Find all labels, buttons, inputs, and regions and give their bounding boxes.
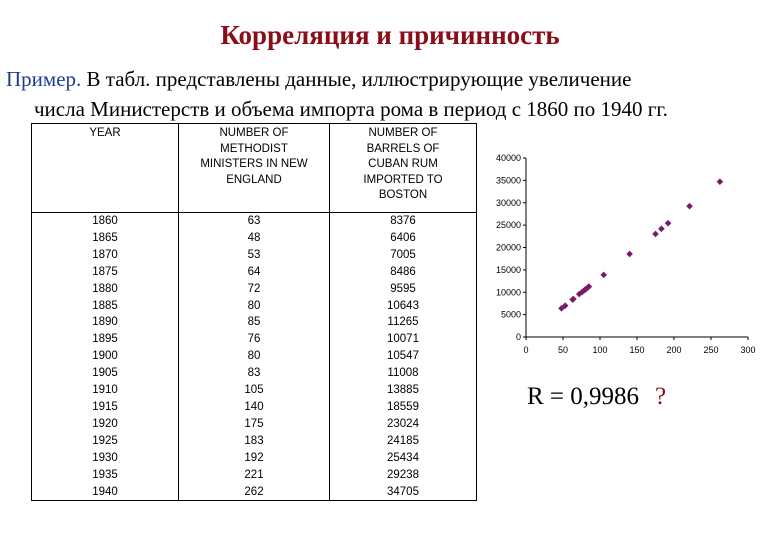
data-table (31, 123, 477, 501)
ministers-cell: 48 (247, 231, 261, 244)
barrels-cell: 8486 (390, 265, 416, 278)
barrels-cell: 24185 (387, 434, 419, 447)
year-cell: 1875 (92, 265, 118, 278)
header-ministers-line: METHODIST (220, 142, 288, 155)
scatter-point (570, 296, 577, 303)
header-ministers (179, 124, 330, 213)
x-tick-label: 50 (557, 345, 569, 355)
year-cell: 1920 (92, 417, 118, 430)
year-cell: 1905 (92, 367, 118, 380)
x-tick-label: 150 (629, 345, 645, 355)
header-ministers-line: MINISTERS IN NEW (200, 158, 308, 170)
y-tick-label: 10000 (495, 287, 521, 298)
intro-line-1: В табл. представлены данные, иллюстрирующие увеличение (81, 67, 632, 91)
intro-line-2: числа Министерств и объема импорта рома в период с 1860 по 1940 гг. (34, 97, 668, 121)
scatter-point (686, 203, 693, 210)
intro-text (6, 64, 776, 124)
year-cell: 1860 (92, 215, 118, 227)
year-cell: 1885 (92, 299, 118, 312)
year-cell: 1925 (92, 434, 118, 447)
header-barrels-line: NUMBER OF (368, 127, 438, 139)
ministers-cell: 80 (247, 350, 261, 363)
correlation-coefficient (527, 383, 666, 411)
barrels-cell: 10547 (387, 350, 419, 363)
header-barrels-line: BOSTON (378, 189, 428, 201)
header-barrels-line: BARRELS OF (366, 142, 440, 155)
ministers-cell: 80 (247, 299, 261, 312)
years-column (32, 213, 179, 501)
year-cell: 1880 (92, 282, 118, 295)
header-ministers-line: ENGLAND (226, 173, 282, 186)
barrels-cell: 7005 (390, 248, 416, 261)
barrels-cell: 25434 (387, 451, 419, 464)
barrels-cell: 10071 (387, 333, 419, 346)
ministers-cell: 105 (244, 384, 264, 397)
scatter-point (658, 225, 665, 232)
barrels-column (330, 213, 477, 501)
barrels-cell: 18559 (387, 400, 419, 413)
ministers-cell: 85 (247, 316, 261, 329)
x-tick-label: 200 (666, 345, 682, 355)
table-data-row (32, 213, 477, 501)
year-cell: 1910 (92, 384, 118, 397)
ministers-cell: 140 (244, 400, 264, 413)
ministers-cell: 183 (244, 434, 264, 447)
scatter-chart (484, 150, 760, 360)
y-tick-label: 40000 (495, 153, 521, 163)
ministers-cell: 72 (247, 282, 261, 295)
barrels-cell: 6406 (390, 231, 416, 244)
year-cell: 1895 (92, 333, 118, 346)
ministers-column (179, 213, 330, 501)
header-barrels-line: IMPORTED TO (363, 173, 443, 186)
y-tick-label: 5000 (500, 309, 521, 320)
intro-prefix: Пример. (6, 67, 82, 91)
year-cell: 1930 (92, 451, 118, 464)
y-tick-label: 30000 (495, 197, 521, 208)
header-year-line: YEAR (89, 127, 121, 139)
y-tick-label: 0 (515, 332, 521, 342)
year-cell: 1890 (92, 316, 118, 329)
y-tick-label: 15000 (495, 264, 521, 275)
barrels-cell: 29238 (387, 468, 419, 481)
barrels-cell: 11008 (387, 367, 419, 380)
data-table-body (32, 124, 477, 501)
y-tick-label: 35000 (495, 175, 521, 186)
year-cell: 1915 (92, 400, 118, 413)
header-year (32, 124, 179, 213)
y-tick-label: 25000 (495, 220, 521, 231)
y-tick-label: 20000 (495, 242, 521, 253)
x-tick-label: 100 (592, 345, 608, 355)
x-tick-label: 250 (703, 345, 719, 355)
scatter-point (665, 220, 672, 227)
barrels-cell: 11265 (387, 316, 419, 329)
barrels-cell: 13885 (387, 384, 419, 397)
barrels-cell: 8376 (390, 215, 416, 227)
scatter-point (717, 178, 724, 185)
ministers-cell: 262 (244, 485, 264, 498)
year-cell: 1940 (92, 485, 118, 498)
x-tick-label: 300 (740, 345, 756, 355)
year-cell: 1870 (92, 248, 118, 261)
year-cell: 1935 (92, 468, 118, 481)
ministers-cell: 76 (247, 333, 261, 346)
scatter-point (626, 251, 633, 258)
ministers-cell: 53 (247, 248, 261, 261)
year-cell: 1865 (92, 231, 118, 244)
ministers-cell: 221 (244, 468, 264, 481)
scatter-point (652, 231, 659, 238)
ministers-cell: 64 (247, 265, 261, 278)
table-header-row (32, 124, 477, 213)
barrels-cell: 34705 (387, 485, 419, 498)
header-ministers-line: NUMBER OF (219, 127, 289, 139)
slide-title: Корреляция и причинность (220, 20, 560, 50)
x-tick-label: 0 (523, 345, 529, 355)
scatter-point (600, 272, 607, 279)
year-cell: 1900 (92, 350, 118, 363)
ministers-cell: 175 (244, 417, 264, 430)
ministers-cell: 192 (244, 451, 264, 464)
header-barrels (330, 124, 477, 213)
header-barrels-line: CUBAN RUM (368, 158, 438, 170)
ministers-cell: 63 (247, 215, 261, 227)
correlation-label: R = 0,9986 (527, 383, 640, 410)
ministers-cell: 83 (247, 367, 261, 380)
barrels-cell: 23024 (387, 417, 419, 430)
barrels-cell: 10643 (387, 299, 419, 312)
barrels-cell: 9595 (390, 282, 416, 295)
question-mark: ? (655, 383, 667, 410)
